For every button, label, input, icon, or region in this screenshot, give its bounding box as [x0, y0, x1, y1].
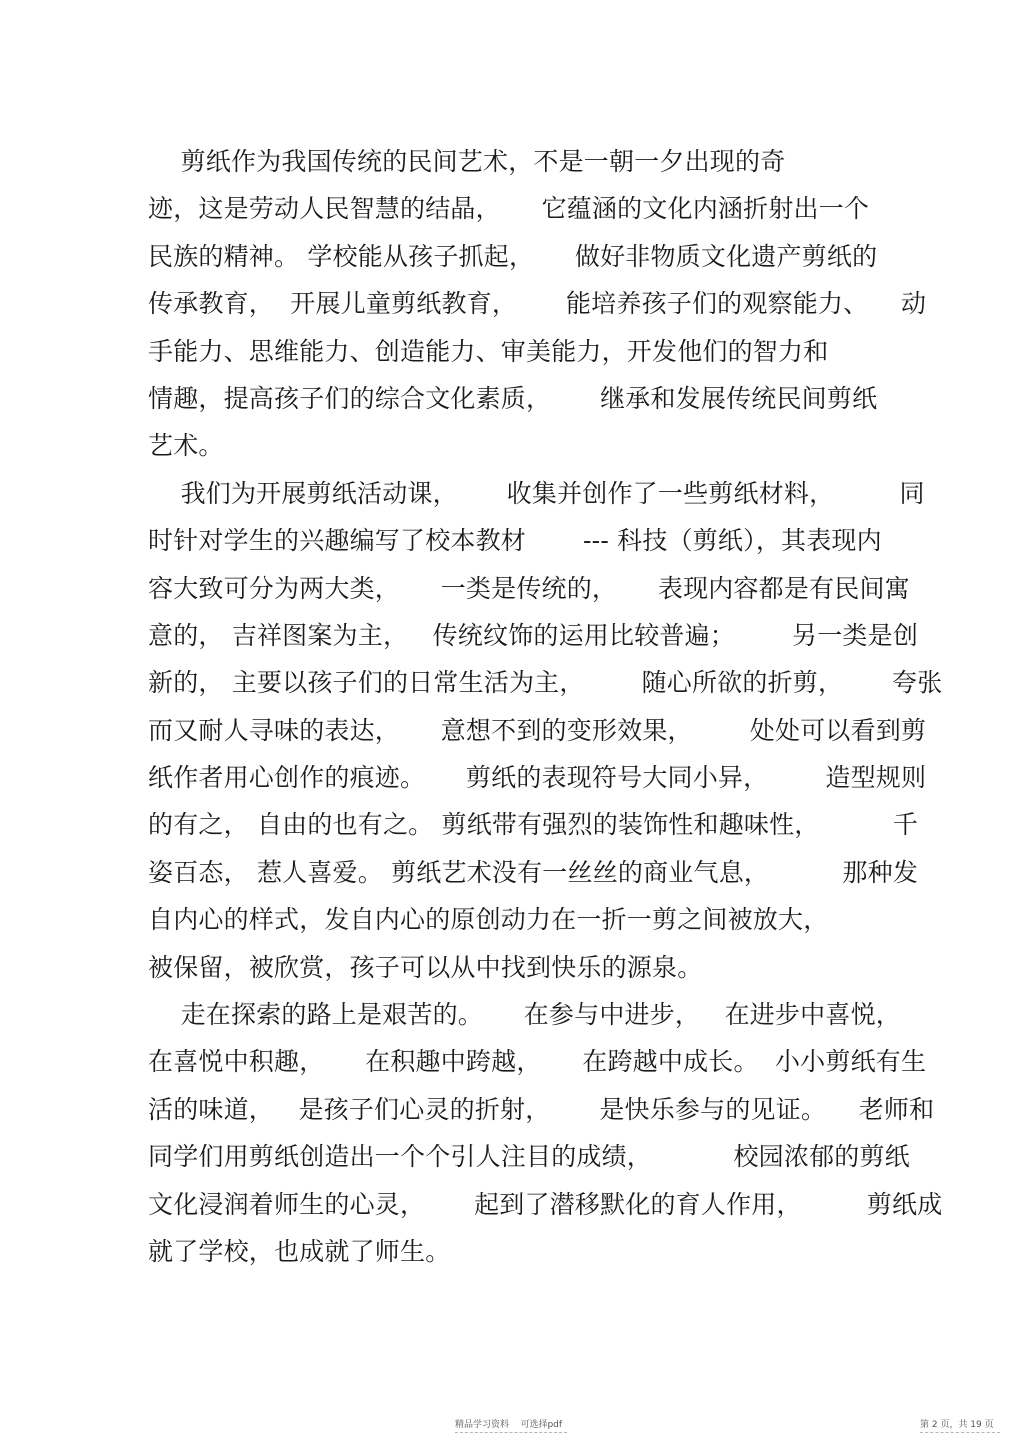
page-number: 第 2 页，共 19 页 [920, 1420, 994, 1430]
text-line: 同学们用剪纸创造出一个个引人注目的成绩， 校园浓郁的剪纸 [148, 1142, 910, 1172]
text-line: 手能力、思维能力、创造能力、审美能力，开发他们的智力和 [148, 336, 829, 366]
body-text [148, 138, 943, 1275]
text-line: 容大致可分为两大类， 一类是传统的， 表现内容都是有民间寓 [148, 573, 910, 603]
text-line: 艺术。 [148, 431, 224, 461]
text-line: 姿百态， 惹人喜爱。 剪纸艺术没有一丝丝的商业气息， 那种发 [148, 857, 919, 887]
text-line: 情趣，提高孩子们的综合文化素质， 继承和发展传统民间剪纸 [148, 383, 878, 413]
paragraph-3 [148, 991, 943, 1275]
text-line: 传承教育， 开展儿童剪纸教育， 能培养孩子们的观察能力、 动 [148, 289, 927, 319]
text-line: 纸作者用心创作的痕迹。 剪纸的表现符号大同小异， 造型规则 [148, 763, 927, 793]
text-line: 就了学校，也成就了师生。 [148, 1236, 451, 1266]
text-line: 我们为开展剪纸活动课， 收集并创作了一些剪纸材料， 同 [148, 478, 925, 508]
text-line: 意的， 吉祥图案为主， 传统纹饰的运用比较普遍； 另一类是创 [148, 620, 919, 650]
paragraph-1 [148, 138, 927, 470]
footer-watermark-text: 精品学习资料 可选择pdf [455, 1420, 563, 1430]
text-line: 被保留，被欣赏，孩子可以从中找到快乐的源泉。 [148, 952, 703, 982]
text-line: 新的， 主要以孩子们的日常生活为主， 随心所欲的折剪， 夸张 [148, 668, 943, 698]
text-line: 时针对学生的兴趣编写了校本教材 --- 科技（剪纸），其表现内 [148, 526, 882, 556]
text-line: 迹，这是劳动人民智慧的结晶， 它蕴涵的文化内涵折射出一个 [148, 194, 870, 224]
footer-divider [455, 1432, 567, 1433]
text-line: 活的味道， 是孩子们心灵的折射， 是快乐参与的见证。 老师和 [148, 1094, 935, 1124]
text-line: 民族的精神。 学校能从孩子抓起， 做好非物质文化遗产剪纸的 [148, 241, 878, 271]
text-line: 的有之， 自由的也有之。 剪纸带有强烈的装饰性和趣味性， 千 [148, 810, 919, 840]
text-line: 自内心的样式，发自内心的原创动力在一折一剪之间被放大， [148, 905, 829, 935]
text-line: 文化浸润着师生的心灵， 起到了潜移默化的育人作用， 剪纸成 [148, 1189, 943, 1219]
text-line: 在喜悦中积趣， 在积趣中跨越， 在跨越中成长。 小小剪纸有生 [148, 1047, 927, 1077]
footer-divider [920, 1432, 1000, 1433]
text-line: 剪纸作为我国传统的民间艺术，不是一朝一夕出现的奇 [148, 147, 786, 176]
text-line: 走在探索的路上是艰苦的。 在参与中进步， 在进步中喜悦， [148, 1000, 901, 1030]
text-line: 而又耐人寻味的表达， 意想不到的变形效果， 处处可以看到剪 [148, 715, 927, 745]
paragraph-2 [148, 470, 943, 991]
